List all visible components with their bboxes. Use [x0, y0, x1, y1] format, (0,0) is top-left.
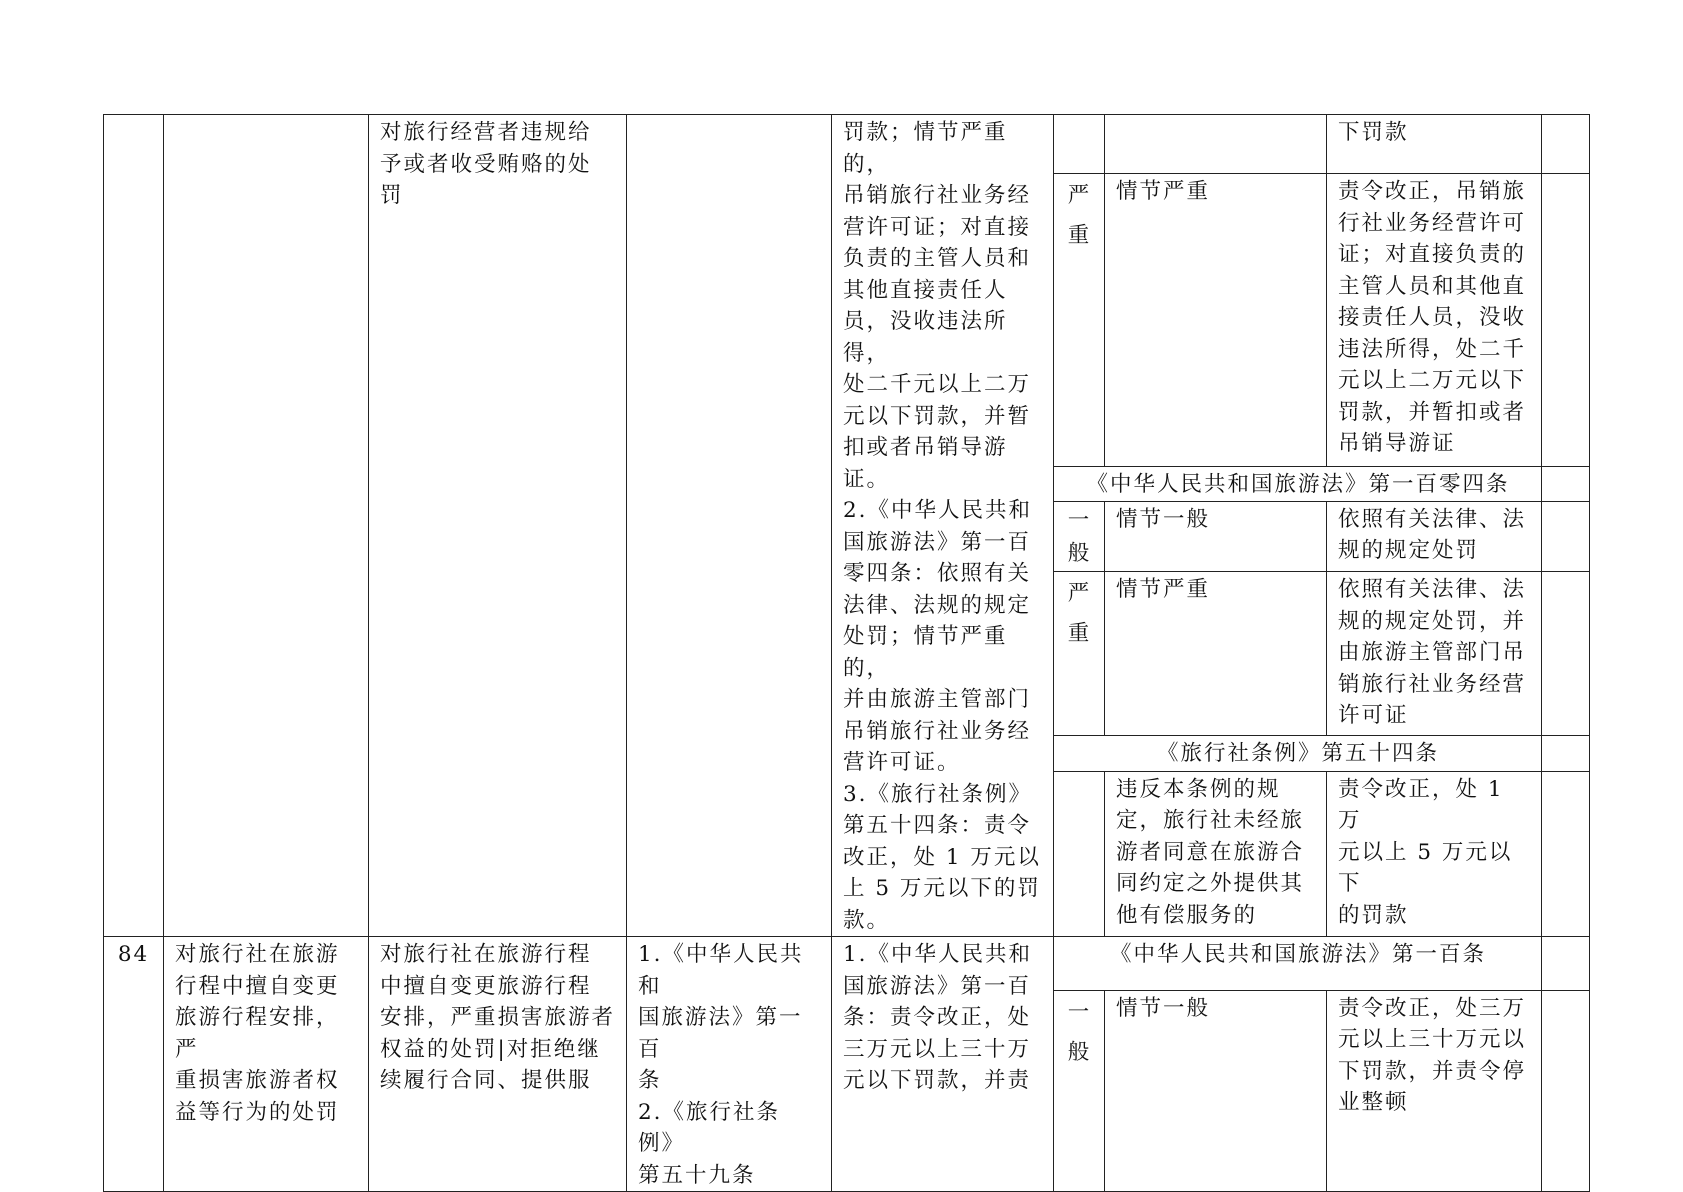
- circumstance-cell: [1105, 115, 1327, 174]
- circumstance-text: 违反本条例的规 定，旅行社未经旅 游者同意在旅游合 同约定之外提供其 他有偿服务的: [1116, 776, 1305, 928]
- remark-cell: [1542, 572, 1590, 736]
- circumstance-cell: [1105, 174, 1327, 467]
- level-cell: [1054, 990, 1105, 1191]
- penalty-text: 依照有关法律、法 规的规定处罚: [1338, 506, 1527, 564]
- remark-cell: [1542, 771, 1590, 936]
- level-cell: [1054, 501, 1105, 571]
- level-cell: [1054, 572, 1105, 736]
- law-heading-text: 《旅行社条例》第五十四条: [1156, 741, 1439, 767]
- penalty-text: 责令改正，吊销旅 行社业务经营许可 证；对直接负责的 主管人员和其他直 接责任人员，没收 违法所得，处二千 元以上二万元以下 罚款，并暂扣或者 吊销导游证: [1338, 179, 1527, 457]
- legal-basis-cell: [832, 115, 1054, 937]
- circumstance-text: 情节一般: [1116, 995, 1211, 1021]
- legal-ref-cell: [627, 115, 832, 937]
- penalty-cell: [1327, 771, 1542, 936]
- seq-cell: [104, 937, 164, 1192]
- remark-cell: [1542, 466, 1590, 501]
- penalty-cell: [1327, 174, 1542, 467]
- level-cell: [1054, 771, 1105, 936]
- law-heading-cell: [1054, 937, 1542, 991]
- circumstance-cell: [1105, 990, 1327, 1191]
- penalty-cell: [1327, 572, 1542, 736]
- level-text: 严 重: [1067, 183, 1092, 249]
- circumstance-text: 情节严重: [1116, 577, 1211, 603]
- penalty-text: 依照有关法律、法 规的规定处罚，并 由旅游主管部门吊 销旅行社业务经营 许可证: [1338, 577, 1527, 729]
- circumstance-cell: [1105, 771, 1327, 936]
- law-heading-text: 《中华人民共和国旅游法》第一百条: [1109, 942, 1486, 967]
- level-cell: [1054, 174, 1105, 467]
- circumstance-cell: [1105, 501, 1327, 571]
- legal-basis-cell: [832, 937, 1054, 1192]
- law-heading-cell: [1054, 466, 1542, 501]
- item-name-text: 对旅行社在旅游 行程中擅自变更 旅游行程安排，严 重损害旅游者权 益等行为的处罚: [175, 942, 340, 1125]
- remark-cell: [1542, 115, 1590, 174]
- law-heading-text: 《中华人民共和国旅游法》第一百零四条: [1086, 471, 1510, 497]
- sub-item-cell: [369, 937, 627, 1192]
- sub-item-cell: [369, 115, 627, 937]
- remark-cell: [1542, 174, 1590, 467]
- seq-cell: [104, 115, 164, 937]
- remark-cell: [1542, 736, 1590, 771]
- item-name-cell: [164, 115, 369, 937]
- remark-cell: [1542, 990, 1590, 1191]
- remark-cell: [1542, 937, 1590, 991]
- legal-ref-text: 1.《中华人民共和 国旅游法》第一百 条 2.《旅行社条例》 第五十九条: [638, 942, 804, 1188]
- level-cell: [1054, 115, 1105, 174]
- level-text: 一 般: [1067, 507, 1092, 566]
- sub-item-text: 对旅行经营者违规给 予或者收受贿赂的处 罚: [380, 120, 592, 208]
- legal-basis-text: 罚款；情节严重的， 吊销旅行社业务经 营许可证；对直接 负责的主管人员和 其他直接责任人 员，没收违法所得， 处二千元以上二万 元以下罚款，并暂 扣或者吊销导游 证。 2.《中华人民共和 国旅游法》第一百 零四条：依照有关 法律、法规的规定 处罚；情节严重的， 并由旅游主管部门 吊销旅行社业务经 营许可证。 3.《旅行社条例》 第五十四条：责令 改正，处 1 万元以 上 5 万元以下的罚 款。: [843, 120, 1041, 933]
- legal-basis-text: 1.《中华人民共和 国旅游法》第一百 条：责令改正，处 三万元以上三十万 元以下罚款，并责: [843, 942, 1033, 1093]
- sub-item-text: 对旅行社在旅游行程 中擅自变更旅游行程 安排，严重损害旅游者 权益的处罚|对拒绝继 续履行合同、提供服: [380, 942, 616, 1093]
- law-heading-cell: [1054, 736, 1542, 771]
- circumstance-text: 情节严重: [1116, 179, 1211, 205]
- item-name-cell: [164, 937, 369, 1192]
- seq-number: 84: [117, 942, 150, 967]
- remark-cell: [1542, 501, 1590, 571]
- penalty-cell: [1327, 990, 1542, 1191]
- penalty-text: 下罚款: [1338, 120, 1409, 145]
- legal-ref-cell: [627, 937, 832, 1192]
- penalty-table: [103, 114, 1590, 1192]
- circumstance-text: 情节一般: [1116, 506, 1211, 532]
- penalty-cell: [1327, 501, 1542, 571]
- table-row: [104, 115, 1590, 174]
- table-row: [104, 937, 1590, 991]
- level-text: 一 般: [1067, 999, 1092, 1065]
- level-text: 严 重: [1067, 581, 1092, 647]
- penalty-text: 责令改正，处三万 元以上三十万元以 下罚款，并责令停 业整顿: [1338, 995, 1527, 1116]
- penalty-text: 责令改正，处 1 万 元以上 5 万元以下 的罚款: [1338, 776, 1513, 928]
- circumstance-cell: [1105, 572, 1327, 736]
- penalty-cell: [1327, 115, 1542, 174]
